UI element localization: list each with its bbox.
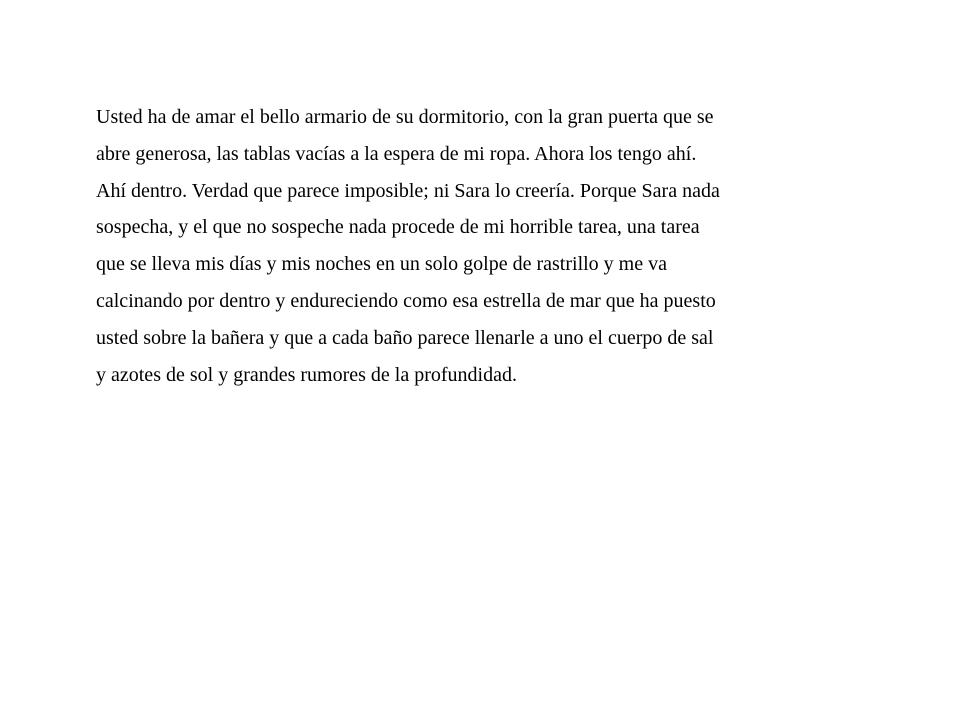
paragraph: [96, 99, 876, 393]
paragraph-line-8: y azotes de sol y grandes rumores de la profundidad.: [96, 363, 517, 386]
paragraph-line-6: calcinando por dentro y endureciendo como esa estrella de mar que ha puesto: [96, 289, 716, 312]
paragraph-line-3: Ahí dentro. Verdad que parece imposible; ni Sara lo creería. Porque Sara nada: [96, 179, 720, 202]
paragraph-line-4: sospecha, y el que no sospeche nada procede de mi horrible tarea, una tarea: [96, 216, 700, 239]
paragraph-line-2: abre generosa, las tablas vacías a la espera de mi ropa. Ahora los tengo ahí.: [96, 142, 697, 165]
paragraph-line-1: Usted ha de amar el bello armario de su dormitorio, con la gran puerta que se: [96, 106, 714, 128]
paragraph-line-7: usted sobre la bañera y que a cada baño parece llenarle a uno el cuerpo de sal: [96, 326, 714, 349]
paragraph-line-5: que se lleva mis días y mis noches en un solo golpe de rastrillo y me va: [96, 253, 667, 276]
